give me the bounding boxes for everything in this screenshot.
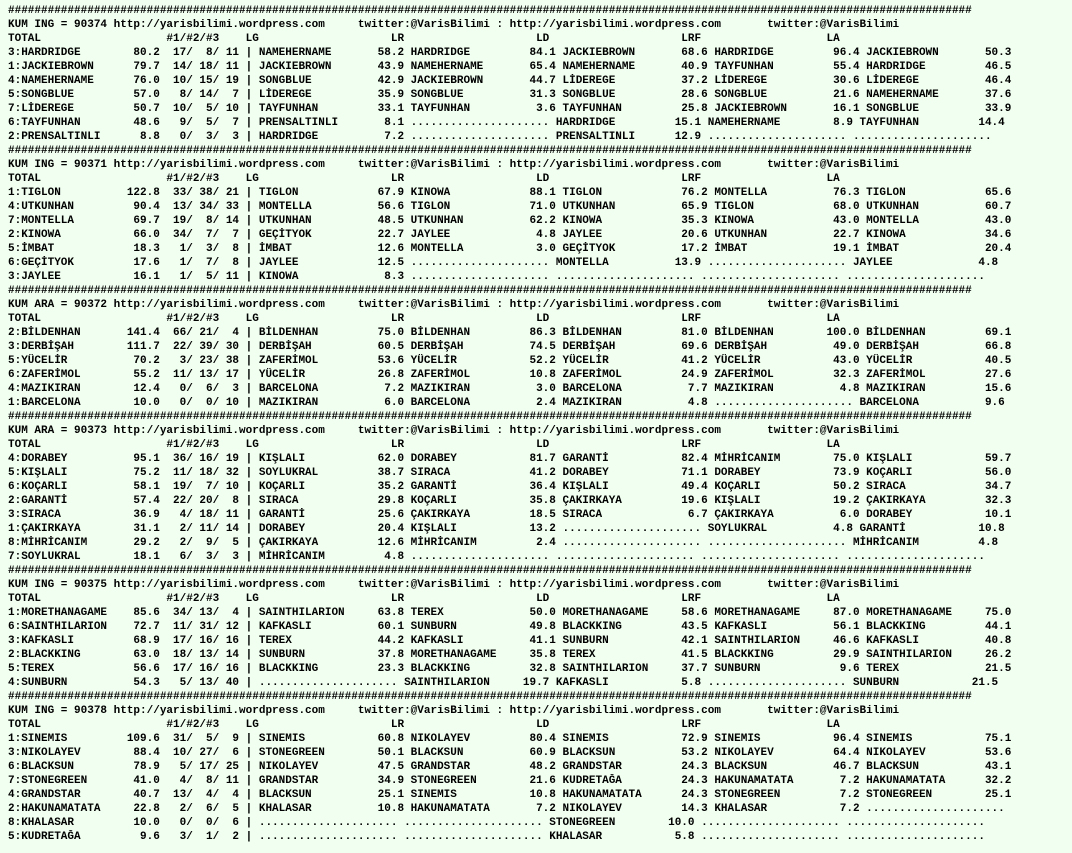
text-line: 3:NIKOLAYEV 88.4 10/ 27/ 6 | STONEGREEN 50.1 BLACKSUN 60.9 BLACKSUN 53.2 NIKOLAYEV 64.4 NIKOLAYEV 53.6 — [8, 747, 1012, 759]
text-line: 4:DORABEY 95.1 36/ 16/ 19 | KIŞLALI 62.0 DORABEY 81.7 GARANTİ 82.4 MİHRİCANIM 75.0 KIŞLALI 59.7 — [8, 453, 1012, 465]
text-line: TOTAL #1/#2/#3 LG LR LD LRF LA — [8, 33, 840, 45]
text-line: ################################################################################################################################################## — [8, 5, 972, 17]
text-line: 6:TAYFUNHAN 48.6 9/ 5/ 7 | PRENSALTINLI 8.1 ..................... HARDRIDGE 15.1 NAMEHERNAME 8.9 TAYFUNHAN 14.4 — [8, 117, 1005, 129]
text-line: 4:MAZIKIRAN 12.4 0/ 6/ 3 | BARCELONA 7.2 MAZIKIRAN 3.0 BARCELONA 7.7 MAZIKIRAN 4.8 MAZIKIRAN 15.6 — [8, 383, 1012, 395]
text-line: 7:MONTELLA 69.7 19/ 8/ 14 | UTKUNHAN 48.5 UTKUNHAN 62.2 KINOWA 35.3 KINOWA 43.0 MONTELLA 43.0 — [8, 215, 1012, 227]
text-line: 2:HAKUNAMATATA 22.8 2/ 6/ 5 | KHALASAR 10.8 HAKUNAMATATA 7.2 NIKOLAYEV 14.3 KHALASAR 7.2 ..................... — [8, 803, 1005, 815]
text-line: ################################################################################################################################################## — [8, 145, 972, 157]
text-line: 1:BARCELONA 10.0 0/ 0/ 10 | MAZIKIRAN 6.0 BARCELONA 2.4 MAZIKIRAN 4.8 ..................... BARCELONA 9.6 — [8, 397, 1005, 409]
text-line: KUM ARA = 90373 http://yarisbilimi.wordpress.com twitter:@VarisBilimi : http://yarisbilimi.wordpress.com twitter:@VarisBilimi — [8, 425, 900, 437]
text-line: 3:DERBİŞAH 111.7 22/ 39/ 30 | DERBİŞAH 60.5 DERBİŞAH 74.5 DERBİŞAH 69.6 DERBİŞAH 49.0 DERBİŞAH 66.8 — [8, 341, 1012, 353]
text-line: 1:JACKIEBROWN 79.7 14/ 18/ 11 | JACKIEBROWN 43.9 NAMEHERNAME 65.4 NAMEHERNAME 40.9 TAYFUNHAN 55.4 HARDRIDGE 46.5 — [8, 61, 1012, 73]
text-line: 3:KAFKASLI 68.9 17/ 16/ 16 | TEREX 44.2 KAFKASLI 41.1 SUNBURN 42.1 SAINTHILARION 46.6 KAFKASLI 40.8 — [8, 635, 1012, 647]
text-line: 6:BLACKSUN 78.9 5/ 17/ 25 | NIKOLAYEV 47.5 GRANDSTAR 48.2 GRANDSTAR 24.3 BLACKSUN 46.7 BLACKSUN 43.1 — [8, 761, 1012, 773]
text-line: 5:KUDRETAĞA 9.6 3/ 1/ 2 | ..................... ..................... KHALASAR 5.8 ..................... ..................... — [8, 831, 985, 843]
text-line: ################################################################################################################################################## — [8, 411, 972, 423]
text-line: 1:MORETHANAGAME 85.6 34/ 13/ 4 | SAINTHILARION 63.8 TEREX 50.0 MORETHANAGAME 58.6 MORETHANAGAME 87.0 MORETHANAGAME 75.0 — [8, 607, 1012, 619]
text-line: 2:PRENSALTINLI 8.8 0/ 3/ 3 | HARDRIDGE 7.2 ..................... PRENSALTINLI 12.9 ..................... ..................... — [8, 131, 992, 143]
text-line: KUM ING = 90374 http://yarisbilimi.wordpress.com twitter:@VarisBilimi : http://yarisbilimi.wordpress.com twitter:@VarisBilimi — [8, 19, 900, 31]
text-line: 2:KINOWA 66.0 34/ 7/ 7 | GEÇİTYOK 22.7 JAYLEE 4.8 JAYLEE 20.6 UTKUNHAN 22.7 KINOWA 34.6 — [8, 229, 1012, 241]
text-line: 4:GRANDSTAR 40.7 13/ 4/ 4 | BLACKSUN 25.1 SINEMIS 10.8 HAKUNAMATATA 24.3 STONEGREEN 7.2 STONEGREEN 25.1 — [8, 789, 1012, 801]
text-line: 4:UTKUNHAN 90.4 13/ 34/ 33 | MONTELLA 56.6 TIGLON 71.0 UTKUNHAN 65.9 TIGLON 68.0 UTKUNHAN 60.7 — [8, 201, 1012, 213]
text-line: 2:GARANTİ 57.4 22/ 20/ 8 | SIRACA 29.8 KOÇARLI 35.8 ÇAKIRKAYA 19.6 KIŞLALI 19.2 ÇAKIRKAYA 32.3 — [8, 495, 1012, 507]
text-line: 8:KHALASAR 10.0 0/ 0/ 6 | ..................... ..................... STONEGREEN 10.0 ..................... ..................... — [8, 817, 985, 829]
text-line: KUM ING = 90375 http://yarisbilimi.wordpress.com twitter:@VarisBilimi : http://yarisbilimi.wordpress.com twitter:@VarisBilimi — [8, 579, 900, 591]
text-line: ################################################################################################################################################## — [8, 285, 972, 297]
text-line: 7:LİDEREGE 50.7 10/ 5/ 10 | TAYFUNHAN 33.1 TAYFUNHAN 3.6 TAYFUNHAN 25.8 JACKIEBROWN 16.1 SONGBLUE 33.9 — [8, 103, 1012, 115]
text-line: 8:MİHRİCANIM 29.2 2/ 9/ 5 | ÇAKIRKAYA 12.6 MİHRİCANIM 2.4 ..................... ..................... MİHRİCANIM 4.8 — [8, 537, 999, 549]
text-line: 5:TEREX 56.6 17/ 16/ 16 | BLACKKING 23.3 BLACKKING 32.8 SAINTHILARION 37.7 SUNBURN 9.6 TEREX 21.5 — [8, 663, 1012, 675]
text-line: 3:JAYLEE 16.1 1/ 5/ 11 | KINOWA 8.3 ..................... ..................... ..................... ..................... — [8, 271, 985, 283]
text-line: KUM ING = 90378 http://yarisbilimi.wordpress.com twitter:@VarisBilimi : http://yarisbilimi.wordpress.com twitter:@VarisBilimi — [8, 705, 900, 717]
text-line: KUM ING = 90371 http://yarisbilimi.wordpress.com twitter:@VarisBilimi : http://yarisbilimi.wordpress.com twitter:@VarisBilimi — [8, 159, 900, 171]
text-line: 1:TIGLON 122.8 33/ 38/ 21 | TIGLON 67.9 KINOWA 88.1 TIGLON 76.2 MONTELLA 76.3 TIGLON 65.6 — [8, 187, 1012, 199]
text-line: TOTAL #1/#2/#3 LG LR LD LRF LA — [8, 439, 840, 451]
text-line: 2:BLACKKING 63.0 18/ 13/ 14 | SUNBURN 37.8 MORETHANAGAME 35.8 TEREX 41.5 BLACKKING 29.9 SAINTHILARION 26.2 — [8, 649, 1012, 661]
text-line: 7:STONEGREEN 41.0 4/ 8/ 11 | GRANDSTAR 34.9 STONEGREEN 21.6 KUDRETAĞA 24.3 HAKUNAMATATA 7.2 HAKUNAMATATA 32.2 — [8, 775, 1012, 787]
text-line: 3:HARDRIDGE 80.2 17/ 8/ 11 | NAMEHERNAME 58.2 HARDRIDGE 84.1 JACKIEBROWN 68.6 HARDRIDGE 96.4 JACKIEBROWN 50.3 — [8, 47, 1012, 59]
text-line: 5:SONGBLUE 57.0 8/ 14/ 7 | LİDEREGE 35.9 SONGBLUE 31.3 SONGBLUE 28.6 SONGBLUE 21.6 NAMEHERNAME 37.6 — [8, 89, 1012, 101]
text-line: 2:BİLDENHAN 141.4 66/ 21/ 4 | BİLDENHAN 75.0 BİLDENHAN 86.3 BİLDENHAN 81.0 BİLDENHAN 100.0 BİLDENHAN 69.1 — [8, 327, 1012, 339]
text-line: 4:SUNBURN 54.3 5/ 13/ 40 | ..................... SAINTHILARION 19.7 KAFKASLI 5.8 ..................... SUNBURN 21.5 — [8, 677, 999, 689]
text-line: 6:KOÇARLI 58.1 19/ 7/ 10 | KOÇARLI 35.2 GARANTİ 36.4 KIŞLALI 49.4 KOÇARLI 50.2 SIRACA 34.7 — [8, 481, 1012, 493]
text-line: 3:SIRACA 36.9 4/ 18/ 11 | GARANTİ 25.6 ÇAKIRKAYA 18.5 SIRACA 6.7 ÇAKIRKAYA 6.0 DORABEY 10.1 — [8, 509, 1012, 521]
text-line: 6:ZAFERİMOL 55.2 11/ 13/ 17 | YÜCELİR 26.8 ZAFERİMOL 10.8 ZAFERİMOL 24.9 ZAFERİMOL 32.3 ZAFERİMOL 27.6 — [8, 369, 1012, 381]
text-line: ################################################################################################################################################## — [8, 565, 972, 577]
text-line: 6:SAINTHILARION 72.7 11/ 31/ 12 | KAFKASLI 60.1 SUNBURN 49.8 BLACKKING 43.5 KAFKASLI 56.1 BLACKKING 44.1 — [8, 621, 1012, 633]
text-line: 7:SOYLUKRAL 18.1 6/ 3/ 3 | MİHRİCANIM 4.8 ..................... ..................... ..................... ..................... — [8, 551, 985, 563]
text-line: KUM ARA = 90372 http://yarisbilimi.wordpress.com twitter:@VarisBilimi : http://yarisbilimi.wordpress.com twitter:@VarisBilimi — [8, 299, 900, 311]
text-line: 1:SINEMIS 109.6 31/ 5/ 9 | SINEMIS 60.8 NIKOLAYEV 80.4 SINEMIS 72.9 SINEMIS 96.4 SINEMIS 75.1 — [8, 733, 1012, 745]
text-line: TOTAL #1/#2/#3 LG LR LD LRF LA — [8, 593, 840, 605]
text-line: TOTAL #1/#2/#3 LG LR LD LRF LA — [8, 173, 840, 185]
text-line: 5:KIŞLALI 75.2 11/ 18/ 32 | SOYLUKRAL 38.7 SIRACA 41.2 DORABEY 71.1 DORABEY 73.9 KOÇARLI 56.0 — [8, 467, 1012, 479]
text-line: TOTAL #1/#2/#3 LG LR LD LRF LA — [8, 313, 840, 325]
text-line: 5:İMBAT 18.3 1/ 3/ 8 | İMBAT 12.6 MONTELLA 3.0 GEÇİTYOK 17.2 İMBAT 19.1 İMBAT 20.4 — [8, 243, 1012, 255]
text-line: 1:ÇAKIRKAYA 31.1 2/ 11/ 14 | DORABEY 20.4 KIŞLALI 13.2 ..................... SOYLUKRAL 4.8 GARANTİ 10.8 — [8, 523, 1005, 535]
text-line: 4:NAMEHERNAME 76.0 10/ 15/ 19 | SONGBLUE 42.9 JACKIEBROWN 44.7 LİDEREGE 37.2 LİDEREGE 30.6 LİDEREGE 46.4 — [8, 75, 1012, 87]
text-line: ################################################################################################################################################## — [8, 691, 972, 703]
text-line: 6:GEÇİTYOK 17.6 1/ 7/ 8 | JAYLEE 12.5 ..................... MONTELLA 13.9 ..................... JAYLEE 4.8 — [8, 257, 999, 269]
text-line: 5:YÜCELİR 70.2 3/ 23/ 38 | ZAFERİMOL 53.6 YÜCELİR 52.2 YÜCELİR 41.2 YÜCELİR 43.0 YÜCELİR 40.5 — [8, 355, 1012, 367]
text-line: TOTAL #1/#2/#3 LG LR LD LRF LA — [8, 719, 840, 731]
